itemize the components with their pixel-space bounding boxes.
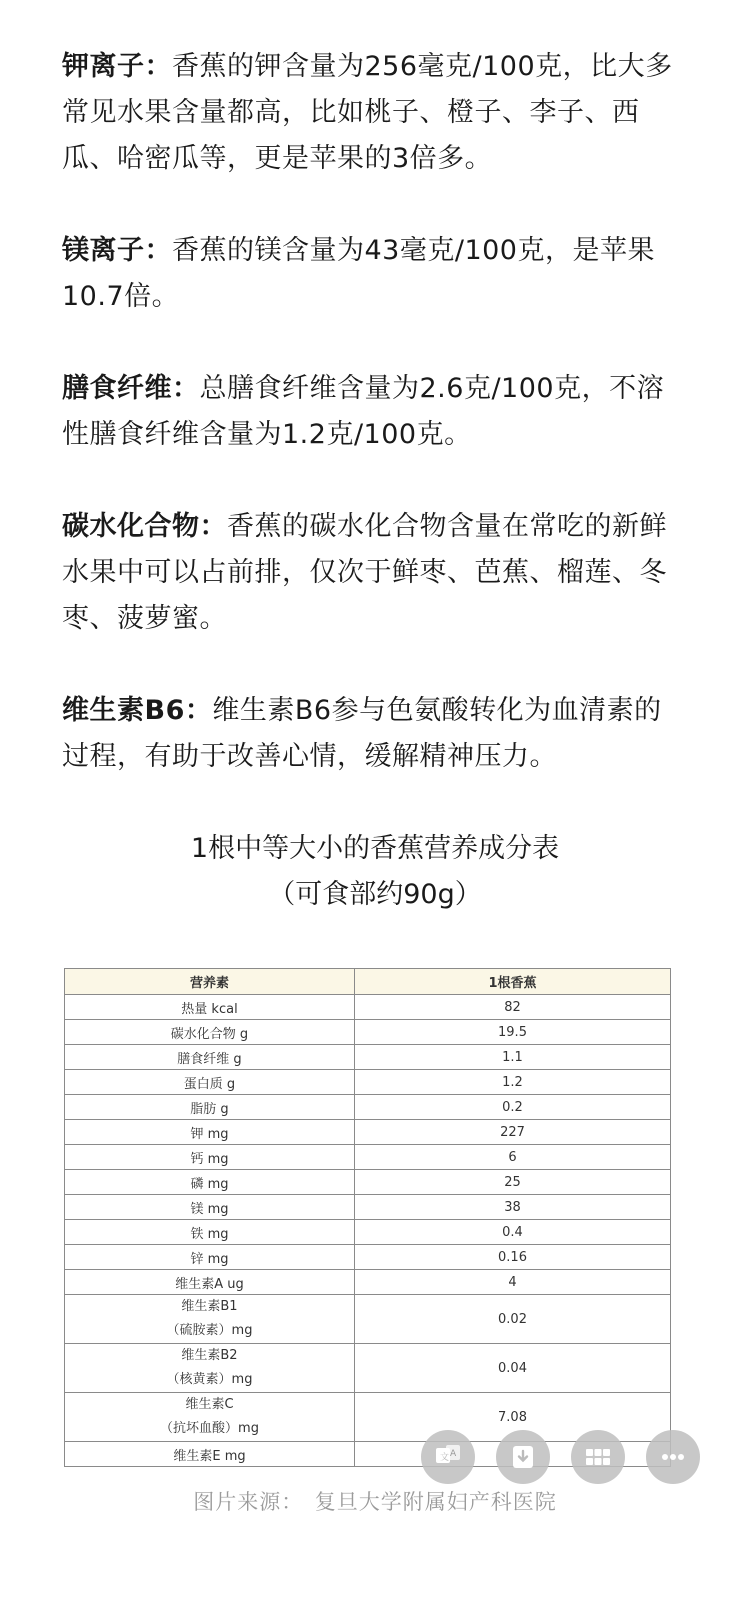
table-row	[65, 1070, 671, 1095]
article-body	[62, 44, 688, 826]
header-nutrient: 营养素	[65, 969, 355, 995]
nutrient-name: 钾 mg	[65, 1120, 355, 1145]
table-row	[65, 1344, 671, 1393]
nutrient-value: 1.2	[355, 1070, 671, 1095]
nutrient-name	[65, 1393, 355, 1442]
paragraph-text: 香蕉的镁含量为43毫克/100克，是苹果10.7倍。	[62, 235, 655, 312]
table-header-row	[65, 969, 671, 995]
paragraph-text: 香蕉的钾含量为256毫克/100克，比大多常见水果含量都高，比如桃子、橙子、李子、西瓜、哈密瓜等，更是苹果的3倍多。	[62, 51, 673, 174]
download-button[interactable]	[496, 1430, 550, 1484]
download-icon	[508, 1442, 538, 1472]
nutrient-value: 38	[355, 1195, 671, 1220]
table-row	[65, 1270, 671, 1295]
nutrient-name: 脂肪 g	[65, 1095, 355, 1120]
paragraph-fiber	[62, 366, 688, 458]
nutrient-value: 6	[355, 1145, 671, 1170]
paragraph-potassium	[62, 44, 688, 182]
nutrient-value: 227	[355, 1120, 671, 1145]
grid-icon	[583, 1442, 613, 1472]
translate-button[interactable]	[421, 1430, 475, 1484]
nutrient-name: 膳食纤维 g	[65, 1045, 355, 1070]
more-icon	[658, 1442, 688, 1472]
nutrient-value: 4	[355, 1270, 671, 1295]
nutrient-name: 磷 mg	[65, 1170, 355, 1195]
nutrient-value: 0.2	[355, 1095, 671, 1120]
table-row	[65, 1170, 671, 1195]
nutrient-name: 铁 mg	[65, 1220, 355, 1245]
caption-subtitle: （可食部约90g）	[268, 879, 482, 910]
nutrient-name	[65, 1295, 355, 1344]
nutrient-name-line1: 维生素C	[185, 1397, 234, 1412]
caption-title: 1根中等大小的香蕉营养成分表	[190, 833, 560, 864]
nutrient-value: 25	[355, 1170, 671, 1195]
svg-text:文: 文	[440, 1453, 450, 1463]
nutrient-value: 7.08	[355, 1393, 671, 1442]
paragraph-carbohydrate	[62, 504, 688, 642]
nutrient-name: 钙 mg	[65, 1145, 355, 1170]
table-row	[65, 1295, 671, 1344]
paragraph-text: 维生素B6参与色氨酸转化为血清素的过程，有助于改善心情，缓解精神压力。	[62, 695, 662, 772]
nutrient-value: 82	[355, 995, 671, 1020]
nutrient-value: 0.16	[355, 1245, 671, 1270]
term-label: 钾离子：	[62, 51, 172, 82]
paragraph-text: 香蕉的碳水化合物含量在常吃的新鲜水果中可以占前排，仅次于鲜枣、芭蕉、榴莲、冬枣、菠萝蜜。	[62, 511, 667, 634]
translate-icon	[433, 1442, 463, 1472]
nutrient-name: 锌 mg	[65, 1245, 355, 1270]
table-row	[65, 1145, 671, 1170]
nutrient-name: 维生素E mg	[65, 1442, 355, 1467]
nutrient-value: 19.5	[355, 1020, 671, 1045]
table-row	[65, 1095, 671, 1120]
nutrient-name: 蛋白质 g	[65, 1070, 355, 1095]
nutrition-table	[64, 968, 671, 1467]
svg-text:A: A	[450, 1449, 457, 1459]
table-row	[65, 1245, 671, 1270]
image-source-credit: 图片来源： 复旦大学附属妇产科医院	[193, 1490, 557, 1514]
nutrient-name: 热量 kcal	[65, 995, 355, 1020]
nutrient-value: 0.4	[355, 1220, 671, 1245]
nutrient-name-line1: 维生素B2	[181, 1348, 238, 1363]
grid-button[interactable]	[571, 1430, 625, 1484]
more-button[interactable]	[646, 1430, 700, 1484]
table-row	[65, 1045, 671, 1070]
nutrient-name-line1: 维生素B1	[181, 1299, 238, 1314]
nutrient-value: 0.02	[355, 1295, 671, 1344]
nutrient-value: 1.1	[355, 1045, 671, 1070]
table-caption	[0, 826, 750, 918]
table-row	[65, 1220, 671, 1245]
term-label: 维生素B6：	[62, 695, 213, 726]
paragraph-vitamin-b6	[62, 688, 688, 780]
nutrient-value: 0.04	[355, 1344, 671, 1393]
nutrient-name: 维生素A ug	[65, 1270, 355, 1295]
table-row	[65, 1020, 671, 1045]
nutrient-name: 镁 mg	[65, 1195, 355, 1220]
nutrient-name	[65, 1344, 355, 1393]
nutrient-name-line2: （抗坏血酸）mg	[160, 1421, 259, 1436]
paragraph-magnesium	[62, 228, 688, 320]
term-label: 碳水化合物：	[62, 511, 227, 542]
header-amount: 1根香蕉	[355, 969, 671, 995]
term-label: 镁离子：	[62, 235, 172, 266]
table-row	[65, 995, 671, 1020]
term-label: 膳食纤维：	[62, 373, 200, 404]
table-row	[65, 1393, 671, 1442]
table-row	[65, 1195, 671, 1220]
paragraph-text: 总膳食纤维含量为2.6克/100克，不溶性膳食纤维含量为1.2克/100克。	[62, 373, 665, 450]
nutrient-name-line2: （核黄素）mg	[166, 1372, 253, 1387]
nutrient-name-line2: （硫胺素）mg	[166, 1323, 253, 1338]
nutrition-table-image	[64, 968, 671, 1467]
table-row	[65, 1120, 671, 1145]
nutrient-name: 碳水化合物 g	[65, 1020, 355, 1045]
